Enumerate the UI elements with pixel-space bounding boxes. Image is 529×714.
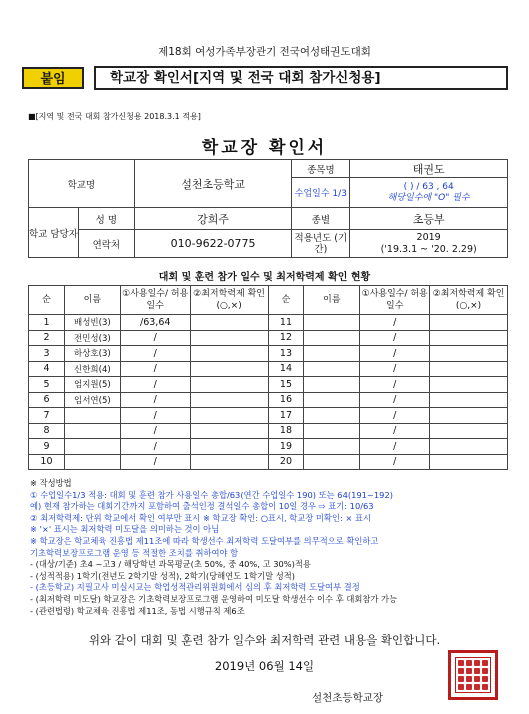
academic-check-cell [430,439,508,455]
row-number: 8 [29,423,65,439]
note-2c: ※ 학교장은 학교체육 진흥법 제11조에 따라 학생선수 최저학력 도달여부를 의무적으로 확인하고 [30,535,379,546]
row-number: 6 [29,392,65,408]
athlete-name [64,408,120,424]
row-number: 5 [29,377,65,393]
event-value: 태권도 [350,160,508,178]
athlete-name: 신한희(4) [64,361,120,377]
athlete-name: 배성빈(3) [64,315,120,331]
used-days-cell: / [360,423,430,439]
column-header: ①사용일수/ 허용일수 [360,286,430,315]
row-number: 13 [268,346,304,362]
page-title: 학교장 확인서 [201,138,328,158]
class-days-hint: 해당일수에 "O" 필수 [387,192,470,203]
athlete-name [304,392,360,408]
row-number: 2 [29,330,65,346]
table-row [29,454,508,470]
note-2a: ② 최저학력제: 단위 학교에서 확인 여부만 표시 ※ 학교장 확인: ○표시, 학교장 미확인: × 표시 [30,512,372,523]
row-number: 19 [268,439,304,455]
academic-check-cell [430,392,508,408]
used-days-cell: / [120,439,190,455]
note-6: - (최저학력 미도달) 학교장은 기초학력보장프로그램 운영하여 미도달 학생선수 이수 후 대회참가 가능 [30,593,398,604]
attachment-label: 붙임 [22,67,84,89]
academic-check-cell [430,346,508,362]
used-days-cell: / [120,423,190,439]
athlete-name [64,423,120,439]
contact-label: 연락처 [78,230,134,258]
note-1b: 예) 현재 참가하는 대회기간까지 포함하여 출석인정 결석일수 총합이 10일 경우 ⇨ 표기: 10/63 [30,501,374,512]
class-days-label [292,178,350,208]
class-days-label-text: 수업일수 1/3 [294,189,347,199]
notes-heading: ※ 작성방법 [30,478,72,488]
used-days-cell: / [360,346,430,362]
period-year: 2019 [416,231,441,243]
row-number: 3 [29,346,65,362]
note-2b: ※ '×' 표시는 최저학력 미도달을 의미하는 것이 아님 [30,524,220,535]
category-label: 종별 [292,208,350,230]
academic-check-cell [190,392,268,408]
academic-check-cell [190,423,268,439]
academic-check-cell [190,315,268,331]
note-2d: 기초학력보장프로그램 운영 등 적절한 조치를 취하여야 함 [30,547,239,558]
athlete-name [304,330,360,346]
table-title: 대회 및 훈련 참가 일수 및 최저학력제 확인 현황 [158,272,371,283]
row-number: 20 [268,454,304,470]
principal-signature: 설천초등학교장 [312,692,384,704]
athlete-name [304,408,360,424]
row-number: 4 [29,361,65,377]
athlete-name: 하상호(3) [64,346,120,362]
academic-check-cell [430,330,508,346]
athlete-name [304,315,360,331]
row-number: 10 [29,454,65,470]
athlete-name: 임서연(5) [64,392,120,408]
column-header: ②최저학력제 확인(○,×) [190,286,268,315]
class-days-cell [350,178,508,208]
academic-check-cell [190,439,268,455]
class-days-value: ( ) / 63 , 64 [403,181,454,192]
used-days-cell: / [120,392,190,408]
athlete-name [304,454,360,470]
used-days-cell: / [360,377,430,393]
confirmation-statement: 위와 같이 대회 및 훈련 참가 일수와 최저학력 관련 내용을 확인합니다. [88,633,441,647]
row-number: 16 [268,392,304,408]
column-header: 순 [268,286,304,315]
table-row [29,377,508,393]
period-range: ('19.3.1 ~ '20. 2.29) [380,243,477,255]
school-info-table [28,159,508,258]
academic-check-cell [190,377,268,393]
athlete-name [304,361,360,377]
used-days-cell: / [120,361,190,377]
category-value: 초등부 [350,208,508,230]
academic-check-cell [430,408,508,424]
academic-check-cell [430,377,508,393]
table-row [29,361,508,377]
note-5: - (초등학교) 지필고사 미실시교는 학업성적관리위원회에서 심의 후 최저학력 도달여부 결정 [30,582,360,593]
academic-check-cell [190,361,268,377]
academic-check-cell [190,408,268,424]
used-days-cell: / [360,361,430,377]
table-row [29,330,508,346]
table-header-row [29,286,508,315]
note-7: - (관련법령) 학교체육 진흥법 제11조, 동법 시행규칙 제6조 [30,605,245,616]
athlete-name [304,346,360,362]
athlete-name: 엄지원(5) [64,377,120,393]
table-row [29,423,508,439]
used-days-cell: /63,64 [120,315,190,331]
row-number: 15 [268,377,304,393]
academic-check-cell [190,330,268,346]
row-number: 11 [268,315,304,331]
table-row [29,392,508,408]
column-header: 순 [29,286,65,315]
used-days-cell: / [120,454,190,470]
note-3: - (대상/기준) 초4 ~고3 / 해당학년 과목평균(초 50%, 중 40%, 고 30%)적용 [30,559,311,570]
column-header: 이름 [64,286,120,315]
academic-check-cell [190,454,268,470]
name-label: 성 명 [78,208,134,230]
used-days-cell: / [360,439,430,455]
period-cell [350,230,508,258]
row-number: 14 [268,361,304,377]
table-row [29,315,508,331]
note-4: - (성적적용) 1학기(전년도 2학기말 성적), 2학기(당해연도 1학기말 성적) [30,570,296,581]
used-days-cell: / [360,454,430,470]
athlete-name [304,423,360,439]
contact-value: 010-9622-0775 [134,230,292,258]
event-label: 종목명 [292,160,350,178]
athlete-name [304,439,360,455]
used-days-cell: / [120,377,190,393]
table-row [29,346,508,362]
row-number: 7 [29,408,65,424]
table-row [29,439,508,455]
name-value: 강희주 [134,208,292,230]
column-header: ①사용일수/ 허용일수 [120,286,190,315]
instructions [30,478,510,617]
seal-pattern [455,657,491,693]
signature-date: 2019년 06월 14일 [214,659,315,673]
academic-check-cell [430,315,508,331]
row-number: 17 [268,408,304,424]
participation-table [28,285,508,470]
used-days-cell: / [120,330,190,346]
used-days-cell: / [360,330,430,346]
school-name: 설천초등학교 [134,160,292,208]
academic-check-cell [190,346,268,362]
document-heading: 학교장 확인서[지역 및 전국 대회 참가신청용] [94,66,508,90]
athlete-name [304,377,360,393]
table-row [29,408,508,424]
used-days-cell: / [360,392,430,408]
form-version-note: ■[지역 및 전국 대회 참가신청용 2018.3.1 적용] [28,112,201,121]
row-number: 18 [268,423,304,439]
athlete-name: 전민성(3) [64,330,120,346]
academic-check-cell [430,423,508,439]
row-number: 1 [29,315,65,331]
academic-check-cell [430,361,508,377]
column-header: ②최저학력제 확인(○,×) [430,286,508,315]
staff-label: 학교 담당자 [29,208,79,258]
school-seal-stamp [448,650,498,700]
athlete-name [64,439,120,455]
column-header: 이름 [304,286,360,315]
note-1a: ① 수업일수1/3 적용: 대회 및 훈련 참가 사용일수 총합/63(연간 수업일수 190) 또는 64(191~192) [30,489,393,500]
used-days-cell: / [360,408,430,424]
used-days-cell: / [120,346,190,362]
row-number: 12 [268,330,304,346]
period-label: 적용년도 (기간) [292,230,350,258]
used-days-cell: / [120,408,190,424]
used-days-cell: / [360,315,430,331]
school-label: 학교명 [29,160,135,208]
athlete-name [64,454,120,470]
event-header: 제18회 여성가족부장관기 전국여성태권도대회 [158,46,371,58]
row-number: 9 [29,439,65,455]
academic-check-cell [430,454,508,470]
